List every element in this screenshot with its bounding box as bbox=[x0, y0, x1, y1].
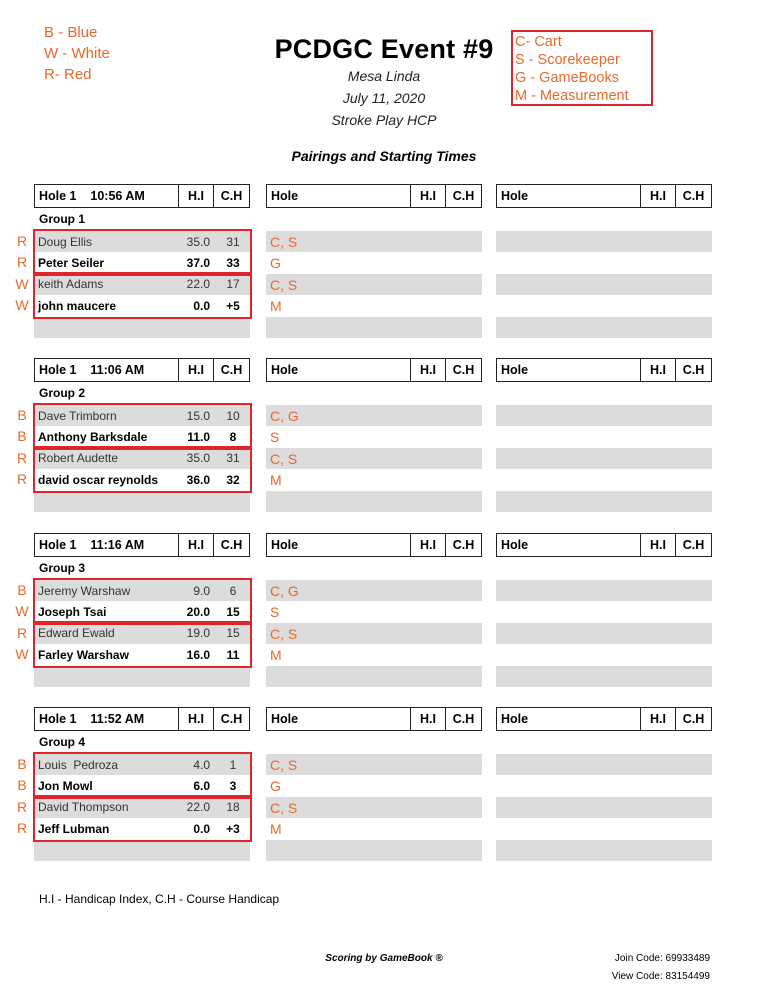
header-ch: C.H bbox=[452, 538, 475, 552]
tee-marker: R bbox=[16, 233, 28, 249]
player-ch: 33 bbox=[226, 255, 240, 270]
legend-red: R- Red bbox=[44, 66, 92, 83]
role-assignment: C, S bbox=[270, 234, 298, 250]
player-name: Edward Ewald bbox=[38, 626, 115, 641]
player-hi: 4.0 bbox=[193, 757, 210, 772]
blank-row bbox=[496, 623, 712, 644]
group-header-col2 bbox=[266, 707, 482, 731]
tee-marker: B bbox=[17, 777, 27, 794]
scoring-credit: Scoring by GameBook ® bbox=[325, 953, 443, 964]
blank-row bbox=[496, 491, 712, 512]
group-header-col3 bbox=[496, 184, 712, 208]
group-header-col1 bbox=[34, 533, 250, 557]
view-code: View Code: 83154499 bbox=[611, 971, 710, 982]
group-header-col1 bbox=[34, 707, 250, 731]
role-assignment: C, G bbox=[270, 583, 299, 599]
role-assignment: C, S bbox=[270, 799, 298, 816]
header-hole: Hole bbox=[497, 534, 641, 556]
group-label: Group 1 bbox=[39, 212, 86, 226]
blank-row bbox=[34, 491, 250, 512]
event-title: PCDGC Event #9 bbox=[274, 34, 494, 64]
tee-marker: W bbox=[15, 275, 29, 292]
player-name: Jeremy Warshaw bbox=[38, 583, 131, 598]
event-header bbox=[0, 34, 768, 131]
group-header-col3 bbox=[496, 707, 712, 731]
access-codes bbox=[612, 950, 710, 986]
role-assignment: M bbox=[270, 821, 282, 838]
role-assignment: M bbox=[270, 298, 282, 315]
header-ch: C.H bbox=[682, 363, 705, 377]
group-label: Group 4 bbox=[39, 735, 86, 749]
header-hi: H.I bbox=[641, 185, 676, 207]
header-hi: H.I bbox=[179, 534, 214, 556]
player-ch: 1 bbox=[229, 757, 237, 772]
player-hi: 22.0 bbox=[186, 277, 210, 292]
tee-marker: R bbox=[16, 449, 28, 466]
legend-cart: C- Cart bbox=[515, 34, 562, 50]
header-hi: H.I bbox=[411, 534, 446, 556]
tee-marker: W bbox=[15, 603, 29, 620]
tee-marker: R bbox=[16, 798, 28, 815]
blank-row bbox=[496, 840, 712, 861]
header-ch: C.H bbox=[682, 538, 705, 552]
cart-pair-box bbox=[33, 578, 252, 625]
legend-measurement: M - Measurement bbox=[515, 88, 629, 104]
header-hole: Hole 1 10:56 AM bbox=[35, 185, 179, 207]
header-ch: C.H bbox=[220, 712, 243, 726]
event-course: Mesa Linda bbox=[347, 68, 421, 84]
player-hi: 37.0 bbox=[186, 255, 210, 270]
cart-pair-box bbox=[33, 403, 252, 450]
header-hi: H.I bbox=[411, 708, 446, 730]
player-ch: 18 bbox=[226, 800, 240, 815]
blank-row bbox=[496, 231, 712, 252]
player-name: david oscar reynolds bbox=[38, 472, 159, 487]
player-name: Louis Pedroza bbox=[38, 757, 119, 772]
role-assignment: C, S bbox=[270, 757, 298, 773]
blank-row bbox=[496, 448, 712, 469]
role-assignment: S bbox=[270, 604, 280, 621]
player-ch: 10 bbox=[226, 408, 240, 423]
legend-blue: B - Blue bbox=[44, 24, 98, 41]
header-hole: Hole bbox=[267, 185, 411, 207]
header-ch: C.H bbox=[220, 538, 243, 552]
tee-marker: B bbox=[17, 582, 27, 598]
cart-pair-box bbox=[33, 621, 252, 668]
tee-marker: B bbox=[17, 428, 27, 445]
player-ch: 11 bbox=[226, 647, 240, 662]
blank-row bbox=[496, 274, 712, 295]
tee-marker: W bbox=[15, 297, 29, 314]
header-hi: H.I bbox=[411, 185, 446, 207]
header-hole: Hole 1 11:52 AM bbox=[35, 708, 179, 730]
player-name: john maucere bbox=[38, 298, 117, 313]
player-ch: 6 bbox=[229, 583, 237, 598]
player-name: David Thompson bbox=[38, 800, 129, 815]
header-hi: H.I bbox=[641, 359, 676, 381]
player-hi: 9.0 bbox=[193, 583, 210, 598]
blank-row bbox=[266, 754, 482, 775]
tee-marker: B bbox=[17, 756, 27, 772]
cart-pair-box bbox=[33, 446, 252, 493]
tee-marker: R bbox=[16, 254, 28, 271]
legend-scorekeeper: S - Scorekeeper bbox=[515, 52, 620, 68]
blank-row bbox=[266, 666, 482, 687]
player-ch: 8 bbox=[229, 429, 237, 444]
tee-marker: R bbox=[16, 624, 28, 641]
header-ch: C.H bbox=[682, 189, 705, 203]
role-assignment: S bbox=[270, 429, 280, 446]
header-hi: H.I bbox=[641, 534, 676, 556]
player-ch: 31 bbox=[226, 234, 240, 249]
header-hi: H.I bbox=[179, 708, 214, 730]
player-ch: 15 bbox=[226, 626, 240, 641]
tee-marker: R bbox=[16, 820, 28, 837]
blank-row bbox=[266, 231, 482, 252]
player-name: Jeff Lubman bbox=[38, 821, 110, 836]
blank-row bbox=[496, 405, 712, 426]
blank-row bbox=[266, 797, 482, 818]
tee-marker: W bbox=[15, 646, 29, 663]
role-assignment: C, S bbox=[270, 276, 298, 293]
header-ch: C.H bbox=[452, 363, 475, 377]
blank-row bbox=[266, 491, 482, 512]
player-ch: 17 bbox=[226, 277, 240, 292]
role-assignment: C, G bbox=[270, 408, 299, 424]
group-label: Group 3 bbox=[39, 561, 86, 575]
group-header-col2 bbox=[266, 533, 482, 557]
group-header-col1 bbox=[34, 358, 250, 382]
blank-row bbox=[496, 580, 712, 601]
group-header-col3 bbox=[496, 358, 712, 382]
player-ch: +5 bbox=[226, 298, 240, 313]
player-ch: 3 bbox=[229, 778, 237, 793]
player-name: Dave Trimborn bbox=[38, 408, 117, 423]
header-hole: Hole 1 11:06 AM bbox=[35, 359, 179, 381]
blank-row bbox=[266, 274, 482, 295]
player-name: Jon Mowl bbox=[38, 778, 93, 793]
header-hole: Hole bbox=[497, 708, 641, 730]
player-hi: 19.0 bbox=[186, 626, 210, 641]
header-hole: Hole bbox=[497, 185, 641, 207]
player-ch: 31 bbox=[226, 451, 240, 466]
player-ch: 32 bbox=[226, 472, 240, 487]
role-assignment: M bbox=[270, 472, 282, 489]
header-hole: Hole bbox=[267, 708, 411, 730]
tee-marker: R bbox=[16, 471, 28, 488]
header-hi: H.I bbox=[179, 359, 214, 381]
player-hi: 11.0 bbox=[187, 429, 210, 444]
event-format: Stroke Play HCP bbox=[331, 112, 437, 128]
role-assignment: C, S bbox=[270, 450, 298, 467]
player-name: Anthony Barksdale bbox=[38, 429, 148, 444]
tee-marker: B bbox=[17, 407, 27, 423]
header-ch: C.H bbox=[220, 189, 243, 203]
header-hi: H.I bbox=[411, 359, 446, 381]
legend-white: W - White bbox=[44, 45, 110, 62]
legend-gamebooks: G - GameBooks bbox=[515, 70, 619, 86]
join-code: Join Code: 69933489 bbox=[614, 953, 710, 964]
cart-pair-box bbox=[33, 229, 252, 276]
header-ch: C.H bbox=[452, 189, 475, 203]
event-date: July 11, 2020 bbox=[342, 90, 426, 106]
header-ch: C.H bbox=[682, 712, 705, 726]
player-name: Doug Ellis bbox=[38, 234, 93, 249]
role-assignment: G bbox=[270, 255, 281, 272]
group-header-col1 bbox=[34, 184, 250, 208]
handicap-footnote: H.I - Handicap Index, C.H - Course Handicap bbox=[39, 892, 280, 906]
blank-row bbox=[266, 448, 482, 469]
blank-row bbox=[266, 623, 482, 644]
player-hi: 0.0 bbox=[193, 821, 210, 836]
player-hi: 15.0 bbox=[186, 408, 210, 423]
blank-row bbox=[496, 797, 712, 818]
player-hi: 22.0 bbox=[186, 800, 210, 815]
header-hole: Hole bbox=[267, 359, 411, 381]
player-hi: 6.0 bbox=[193, 778, 210, 793]
blank-row bbox=[496, 754, 712, 775]
header-ch: C.H bbox=[220, 363, 243, 377]
cart-pair-box bbox=[33, 795, 252, 842]
player-name: Joseph Tsai bbox=[38, 604, 107, 619]
player-name: Peter Seiler bbox=[38, 255, 105, 270]
player-hi: 16.0 bbox=[186, 647, 210, 662]
player-hi: 0.0 bbox=[193, 298, 210, 313]
header-hi: H.I bbox=[179, 185, 214, 207]
role-assignment: C, S bbox=[270, 625, 298, 642]
blank-row bbox=[34, 666, 250, 687]
header-hole: Hole bbox=[267, 534, 411, 556]
role-assignment: G bbox=[270, 778, 281, 795]
cart-pair-box bbox=[33, 272, 252, 319]
group-header-col3 bbox=[496, 533, 712, 557]
player-name: keith Adams bbox=[38, 277, 104, 292]
player-name: Farley Warshaw bbox=[38, 647, 129, 662]
role-assignment: M bbox=[270, 647, 282, 664]
blank-row bbox=[34, 317, 250, 338]
header-hi: H.I bbox=[641, 708, 676, 730]
player-hi: 20.0 bbox=[186, 604, 210, 619]
player-hi: 35.0 bbox=[186, 451, 210, 466]
player-ch: +3 bbox=[226, 821, 240, 836]
header-ch: C.H bbox=[452, 712, 475, 726]
player-ch: 15 bbox=[226, 604, 240, 619]
cart-pair-box bbox=[33, 752, 252, 799]
blank-row bbox=[34, 840, 250, 861]
player-hi: 35.0 bbox=[186, 234, 210, 249]
group-header-col2 bbox=[266, 184, 482, 208]
blank-row bbox=[266, 840, 482, 861]
blank-row bbox=[496, 317, 712, 338]
header-hole: Hole bbox=[497, 359, 641, 381]
blank-row bbox=[496, 666, 712, 687]
section-title: Pairings and Starting Times bbox=[291, 148, 477, 164]
header-hole: Hole 1 11:16 AM bbox=[35, 534, 179, 556]
player-name: Robert Audette bbox=[38, 451, 119, 466]
group-header-col2 bbox=[266, 358, 482, 382]
group-label: Group 2 bbox=[39, 386, 86, 400]
player-hi: 36.0 bbox=[186, 472, 210, 487]
blank-row bbox=[266, 317, 482, 338]
